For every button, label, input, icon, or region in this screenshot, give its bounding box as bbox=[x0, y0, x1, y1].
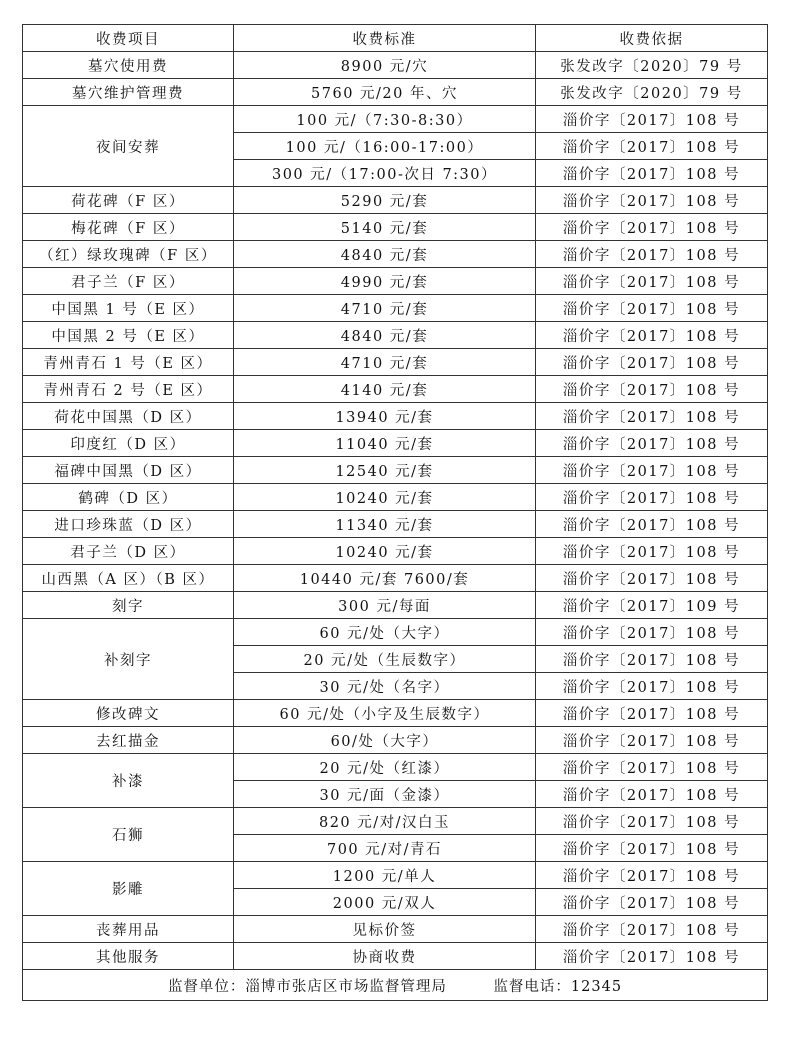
fee-standard-cell: 4710 元/套 bbox=[234, 295, 536, 322]
fee-standard-cell: 4840 元/套 bbox=[234, 241, 536, 268]
fee-item-cell: 荷花碑（F 区） bbox=[23, 187, 234, 214]
fee-standard-cell: 100 元/（7:30-8:30） bbox=[234, 106, 536, 133]
fee-item-cell: 荷花中国黑（D 区） bbox=[23, 403, 234, 430]
fee-standard-cell: 10440 元/套 7600/套 bbox=[234, 565, 536, 592]
fee-item-cell: 山西黑（A 区）（B 区） bbox=[23, 565, 234, 592]
fee-basis-cell: 淄价字〔2017〕108 号 bbox=[536, 754, 768, 781]
fee-item-cell: 修改碑文 bbox=[23, 700, 234, 727]
fee-standard-cell: 8900 元/穴 bbox=[234, 52, 536, 79]
fee-basis-cell: 淄价字〔2017〕108 号 bbox=[536, 484, 768, 511]
fee-standard-cell: 见标价签 bbox=[234, 916, 536, 943]
fee-item-cell: 中国黑 1 号（E 区） bbox=[23, 295, 234, 322]
fee-standard-cell: 5140 元/套 bbox=[234, 214, 536, 241]
fee-basis-cell: 淄价字〔2017〕108 号 bbox=[536, 673, 768, 700]
fee-item-cell: 墓穴使用费 bbox=[23, 52, 234, 79]
table-row bbox=[23, 700, 768, 727]
fee-basis-cell: 淄价字〔2017〕108 号 bbox=[536, 700, 768, 727]
fee-basis-cell: 淄价字〔2017〕108 号 bbox=[536, 403, 768, 430]
table-row bbox=[23, 349, 768, 376]
fee-standard-cell: 11040 元/套 bbox=[234, 430, 536, 457]
table-row bbox=[23, 430, 768, 457]
fee-standard-cell: 300 元/每面 bbox=[234, 592, 536, 619]
table-header-row bbox=[23, 25, 768, 52]
table-row bbox=[23, 241, 768, 268]
table-row bbox=[23, 619, 768, 646]
fee-standard-cell: 5760 元/20 年、穴 bbox=[234, 79, 536, 106]
table-row bbox=[23, 322, 768, 349]
fee-standard-cell: 11340 元/套 bbox=[234, 511, 536, 538]
fee-item-cell: 丧葬用品 bbox=[23, 916, 234, 943]
fee-standard-cell: 4990 元/套 bbox=[234, 268, 536, 295]
table-row bbox=[23, 862, 768, 889]
fee-basis-cell: 淄价字〔2017〕108 号 bbox=[536, 430, 768, 457]
fee-basis-cell: 张发改字〔2020〕79 号 bbox=[536, 79, 768, 106]
table-row bbox=[23, 727, 768, 754]
fee-basis-cell: 淄价字〔2017〕108 号 bbox=[536, 889, 768, 916]
fee-item-cell: 梅花碑（F 区） bbox=[23, 214, 234, 241]
fee-standard-cell: 12540 元/套 bbox=[234, 457, 536, 484]
fee-basis-cell: 淄价字〔2017〕108 号 bbox=[536, 835, 768, 862]
table-row bbox=[23, 916, 768, 943]
table-row bbox=[23, 268, 768, 295]
fee-item-cell: 影雕 bbox=[23, 862, 234, 916]
fee-table-body bbox=[23, 52, 768, 970]
fee-basis-cell: 淄价字〔2017〕108 号 bbox=[536, 187, 768, 214]
table-row bbox=[23, 592, 768, 619]
fee-basis-cell: 淄价字〔2017〕108 号 bbox=[536, 619, 768, 646]
fee-item-cell: 补刻字 bbox=[23, 619, 234, 700]
fee-basis-cell: 淄价字〔2017〕108 号 bbox=[536, 349, 768, 376]
footer-row bbox=[23, 970, 768, 1001]
fee-basis-cell: 张发改字〔2020〕79 号 bbox=[536, 52, 768, 79]
fee-basis-cell: 淄价字〔2017〕108 号 bbox=[536, 322, 768, 349]
fee-standard-cell: 30 元/面（金漆） bbox=[234, 781, 536, 808]
table-row bbox=[23, 187, 768, 214]
fee-basis-cell: 淄价字〔2017〕108 号 bbox=[536, 862, 768, 889]
fee-basis-cell: 淄价字〔2017〕108 号 bbox=[536, 376, 768, 403]
fee-standard-cell: 20 元/处（红漆） bbox=[234, 754, 536, 781]
fee-basis-cell: 淄价字〔2017〕108 号 bbox=[536, 241, 768, 268]
header-standard: 收费标准 bbox=[234, 25, 536, 52]
fee-basis-cell: 淄价字〔2017〕108 号 bbox=[536, 943, 768, 970]
fee-basis-cell: 淄价字〔2017〕108 号 bbox=[536, 106, 768, 133]
fee-item-cell: （红）绿玫瑰碑（F 区） bbox=[23, 241, 234, 268]
fee-basis-cell: 淄价字〔2017〕108 号 bbox=[536, 511, 768, 538]
table-row bbox=[23, 511, 768, 538]
fee-standard-cell: 2000 元/双人 bbox=[234, 889, 536, 916]
fee-item-cell: 君子兰（D 区） bbox=[23, 538, 234, 565]
fee-item-cell: 君子兰（F 区） bbox=[23, 268, 234, 295]
table-row bbox=[23, 214, 768, 241]
fee-item-cell: 进口珍珠蓝（D 区） bbox=[23, 511, 234, 538]
fee-item-cell: 夜间安葬 bbox=[23, 106, 234, 187]
fee-standard-cell: 10240 元/套 bbox=[234, 484, 536, 511]
table-row bbox=[23, 376, 768, 403]
fee-item-cell: 福碑中国黑（D 区） bbox=[23, 457, 234, 484]
fee-standard-cell: 30 元/处（名字） bbox=[234, 673, 536, 700]
fee-basis-cell: 淄价字〔2017〕109 号 bbox=[536, 592, 768, 619]
fee-basis-cell: 淄价字〔2017〕108 号 bbox=[536, 808, 768, 835]
fee-item-cell: 墓穴维护管理费 bbox=[23, 79, 234, 106]
fee-basis-cell: 淄价字〔2017〕108 号 bbox=[536, 160, 768, 187]
fee-basis-cell: 淄价字〔2017〕108 号 bbox=[536, 133, 768, 160]
supervision-info: 监督单位：淄博市张店区市场监督管理局 监督电话：12345 bbox=[23, 970, 768, 1001]
table-row bbox=[23, 79, 768, 106]
fee-standard-cell: 1200 元/单人 bbox=[234, 862, 536, 889]
fee-item-cell: 其他服务 bbox=[23, 943, 234, 970]
fee-basis-cell: 淄价字〔2017〕108 号 bbox=[536, 457, 768, 484]
fee-basis-cell: 淄价字〔2017〕108 号 bbox=[536, 781, 768, 808]
fee-standard-cell: 20 元/处（生辰数字） bbox=[234, 646, 536, 673]
fee-standard-cell: 60 元/处（小字及生辰数字） bbox=[234, 700, 536, 727]
fee-item-cell: 刻字 bbox=[23, 592, 234, 619]
fee-table bbox=[22, 24, 768, 1001]
fee-standard-cell: 协商收费 bbox=[234, 943, 536, 970]
table-row bbox=[23, 106, 768, 133]
fee-item-cell: 鹤碑（D 区） bbox=[23, 484, 234, 511]
fee-standard-cell: 5290 元/套 bbox=[234, 187, 536, 214]
table-row bbox=[23, 754, 768, 781]
fee-basis-cell: 淄价字〔2017〕108 号 bbox=[536, 268, 768, 295]
fee-standard-cell: 60/处（大字） bbox=[234, 727, 536, 754]
fee-standard-cell: 100 元/（16:00-17:00） bbox=[234, 133, 536, 160]
header-basis: 收费依据 bbox=[536, 25, 768, 52]
fee-standard-cell: 60 元/处（大字） bbox=[234, 619, 536, 646]
fee-standard-cell: 4140 元/套 bbox=[234, 376, 536, 403]
table-row bbox=[23, 403, 768, 430]
fee-standard-cell: 4840 元/套 bbox=[234, 322, 536, 349]
fee-basis-cell: 淄价字〔2017〕108 号 bbox=[536, 214, 768, 241]
table-row bbox=[23, 538, 768, 565]
fee-item-cell: 青州青石 1 号（E 区） bbox=[23, 349, 234, 376]
fee-item-cell: 中国黑 2 号（E 区） bbox=[23, 322, 234, 349]
fee-basis-cell: 淄价字〔2017〕108 号 bbox=[536, 295, 768, 322]
fee-basis-cell: 淄价字〔2017〕108 号 bbox=[536, 565, 768, 592]
table-row bbox=[23, 295, 768, 322]
fee-item-cell: 石狮 bbox=[23, 808, 234, 862]
fee-basis-cell: 淄价字〔2017〕108 号 bbox=[536, 727, 768, 754]
fee-standard-cell: 10240 元/套 bbox=[234, 538, 536, 565]
fee-item-cell: 去红描金 bbox=[23, 727, 234, 754]
table-row bbox=[23, 457, 768, 484]
fee-item-cell: 青州青石 2 号（E 区） bbox=[23, 376, 234, 403]
fee-item-cell: 印度红（D 区） bbox=[23, 430, 234, 457]
fee-basis-cell: 淄价字〔2017〕108 号 bbox=[536, 646, 768, 673]
fee-basis-cell: 淄价字〔2017〕108 号 bbox=[536, 916, 768, 943]
table-row bbox=[23, 808, 768, 835]
table-row bbox=[23, 484, 768, 511]
table-row bbox=[23, 943, 768, 970]
table-row bbox=[23, 52, 768, 79]
header-item: 收费项目 bbox=[23, 25, 234, 52]
fee-item-cell: 补漆 bbox=[23, 754, 234, 808]
fee-standard-cell: 4710 元/套 bbox=[234, 349, 536, 376]
fee-basis-cell: 淄价字〔2017〕108 号 bbox=[536, 538, 768, 565]
table-row bbox=[23, 565, 768, 592]
fee-standard-cell: 13940 元/套 bbox=[234, 403, 536, 430]
fee-standard-cell: 300 元/（17:00-次日 7:30） bbox=[234, 160, 536, 187]
fee-standard-cell: 820 元/对/汉白玉 bbox=[234, 808, 536, 835]
fee-standard-cell: 700 元/对/青石 bbox=[234, 835, 536, 862]
